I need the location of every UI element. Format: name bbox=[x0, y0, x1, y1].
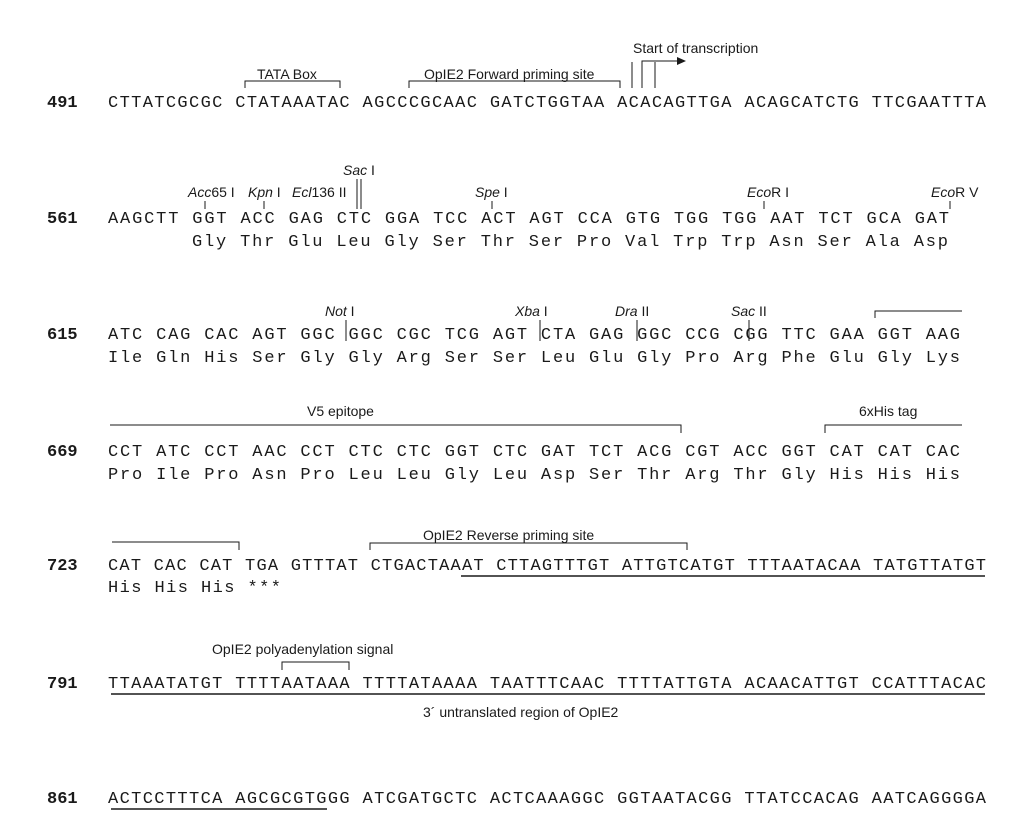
opie2-reverse-label: OpIE2 Reverse priming site bbox=[423, 527, 595, 543]
site-name: Not bbox=[325, 303, 347, 319]
site-suffix: R V bbox=[955, 184, 979, 200]
site-suffix: I bbox=[539, 303, 548, 319]
v5-epitope-bracket bbox=[110, 425, 681, 433]
site-ecor-v bbox=[931, 184, 979, 200]
site-xba-i bbox=[514, 303, 548, 319]
site-name: Ecl bbox=[292, 184, 312, 200]
site-spe-i bbox=[475, 184, 508, 200]
site-suffix: I bbox=[367, 162, 375, 178]
utr-label: 3´ untranslated region of OpIE2 bbox=[423, 704, 619, 720]
sequence-line: TTAAATATGT TTTTAATAAA TTTTATAAAA TAATTTCAAC TTTTATTGTA ACAACATTGT CCATTTACAC bbox=[108, 675, 986, 694]
row-number: 791 bbox=[47, 675, 78, 694]
sequence-line: CTTATCGCGC CTATAAATAC AGCCCGCAAC GATCTGGTAA ACACAGTTGA ACAGCATCTG TTCGAATTTA bbox=[108, 94, 986, 113]
site-suffix: I bbox=[499, 184, 508, 200]
site-name: Acc bbox=[188, 184, 212, 200]
v5-epitope-bracket-start bbox=[875, 311, 962, 318]
sequence-line: CAT CAC CAT TGA GTTTAT CTGACTAAAT CTTAGTTTGT ATTGTCATGT TTTAATACAA TATGTTATGT bbox=[108, 557, 987, 576]
arrow-head-icon bbox=[677, 57, 686, 65]
site-suffix: 65 I bbox=[211, 184, 235, 200]
row-number: 561 bbox=[47, 210, 78, 229]
v5-epitope-label: V5 epitope bbox=[307, 403, 374, 419]
opie2-forward-bracket bbox=[409, 81, 620, 88]
row-number: 491 bbox=[47, 94, 78, 113]
site-suffix: II bbox=[755, 303, 767, 319]
start-transcription-arrow bbox=[642, 61, 677, 88]
sequence-line: AAGCTT GGT ACC GAG CTC GGA TCC ACT AGT CCA GTG TGG TGG AAT TCT GCA GAT bbox=[108, 210, 949, 229]
site-kpn-i bbox=[248, 184, 281, 200]
row-number: 669 bbox=[47, 443, 78, 462]
site-acc65-i bbox=[187, 184, 235, 200]
site-suffix: I bbox=[272, 184, 281, 200]
site-name: Spe bbox=[475, 184, 500, 200]
site-not-i bbox=[325, 303, 355, 319]
site-ecor-i bbox=[747, 184, 789, 200]
site-suffix: R I bbox=[771, 184, 790, 200]
sequence-line: CCT ATC CCT AAC CCT CTC CTC GGT CTC GAT TCT ACG CGT ACC GGT CAT CAT CAC bbox=[108, 443, 961, 462]
tata-box-bracket bbox=[245, 81, 340, 88]
site-suffix: II bbox=[637, 303, 650, 319]
polya-signal-label: OpIE2 polyadenylation signal bbox=[212, 641, 394, 657]
site-name: Kpn bbox=[248, 184, 273, 200]
sequence-line: ATC CAG CAC AGT GGC GGC CGC TCG AGT CTA GAG GGC CCG CGG TTC GAA GGT AAG bbox=[108, 326, 961, 345]
start-transcription-label: Start of transcription bbox=[633, 40, 759, 56]
row-number: 615 bbox=[47, 326, 78, 345]
site-name: Sac bbox=[731, 303, 756, 319]
translation-line: Pro Ile Pro Asn Pro Leu Leu Gly Leu Asp Ser Thr Arg Thr Gly His His His bbox=[108, 466, 961, 485]
site-name: Dra bbox=[615, 303, 638, 319]
site-name: Eco bbox=[931, 184, 956, 200]
site-name: Eco bbox=[747, 184, 772, 200]
opie2-reverse-bracket bbox=[370, 543, 687, 550]
site-sac-i bbox=[343, 162, 375, 178]
row-number: 861 bbox=[47, 790, 78, 809]
site-suffix: I bbox=[346, 303, 355, 319]
sequence-line: ACTCCTTTCA AGCGCGTGGG ATCGATGCTC ACTCAAAGGC GGTAATACGG TTATCCACAG AATCAGGGGA bbox=[108, 790, 986, 809]
opie2-forward-label: OpIE2 Forward priming site bbox=[424, 66, 595, 82]
translation-line: His His His *** bbox=[108, 579, 281, 598]
translation-line: Ile Gln His Ser Gly Gly Arg Ser Ser Leu Glu Gly Pro Arg Phe Glu Gly Lys bbox=[108, 349, 961, 368]
polya-signal-bracket bbox=[282, 662, 349, 670]
his-tag-bracket-end bbox=[112, 542, 239, 550]
site-name: Sac bbox=[343, 162, 368, 178]
row-number: 723 bbox=[47, 557, 78, 576]
site-dra-ii bbox=[615, 303, 649, 319]
site-suffix: 136 II bbox=[311, 184, 347, 200]
tata-box-label: TATA Box bbox=[257, 66, 317, 82]
his-tag-label: 6xHis tag bbox=[859, 403, 918, 419]
his-tag-bracket bbox=[825, 425, 962, 433]
site-sac-ii bbox=[731, 303, 767, 319]
translation-line: Gly Thr Glu Leu Gly Ser Thr Ser Pro Val Trp Trp Asn Ser Ala Asp bbox=[192, 233, 948, 252]
site-ecl136-ii bbox=[292, 184, 346, 200]
site-name: Xba bbox=[515, 303, 540, 319]
